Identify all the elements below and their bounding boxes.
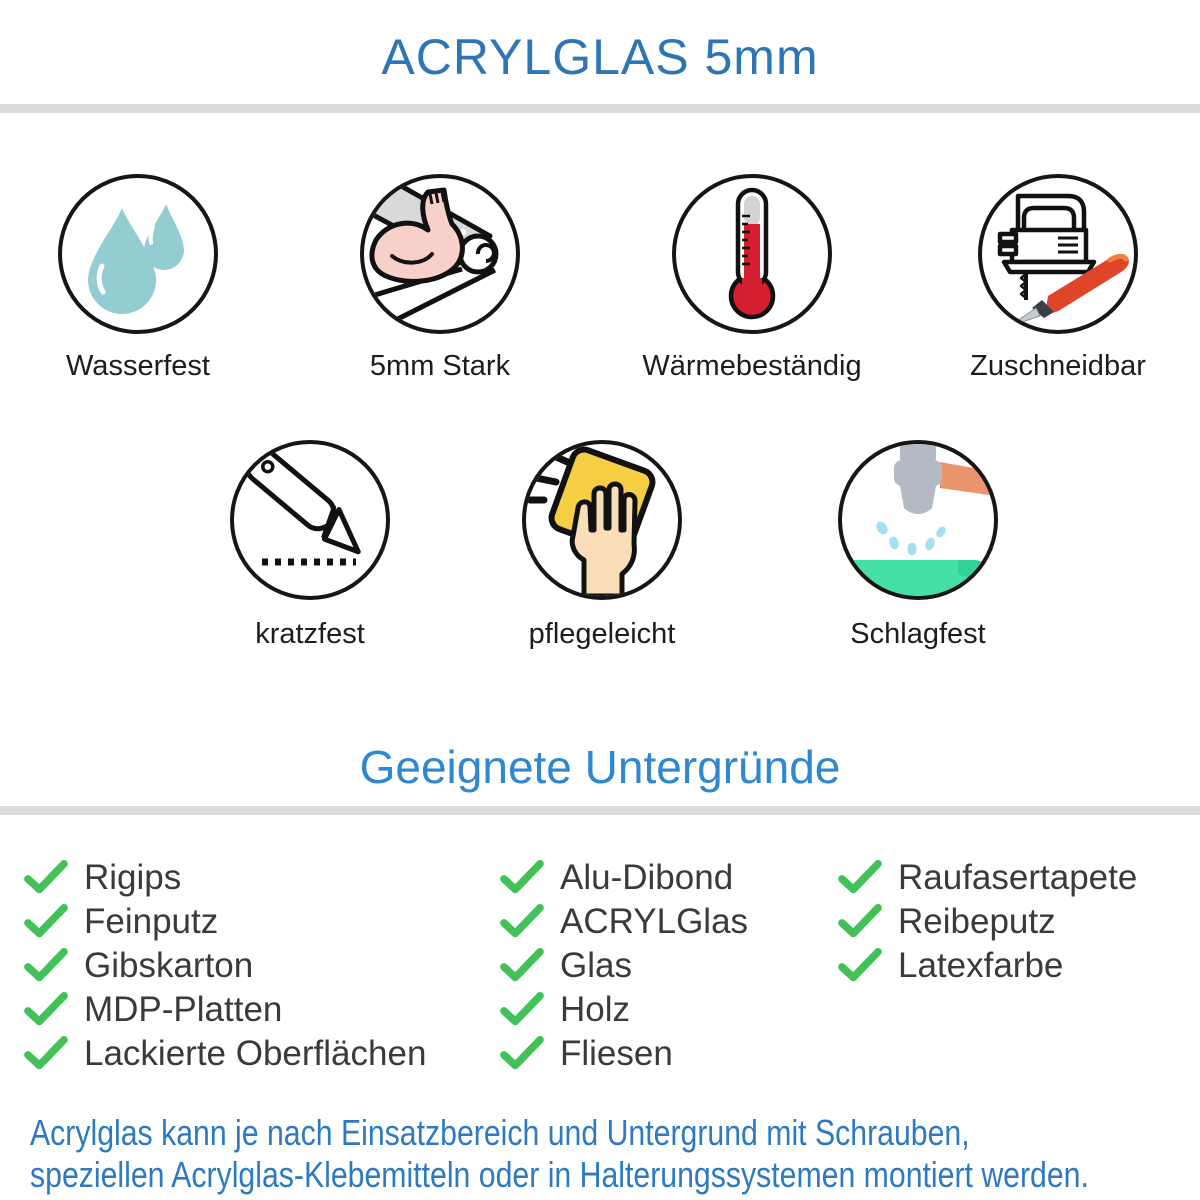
surfaces-column-2	[500, 856, 748, 1076]
list-item	[24, 856, 426, 900]
feature-label-kratzfest: kratzfest	[255, 618, 365, 650]
surface-label: Gibskarton	[84, 946, 254, 985]
surface-label: Holz	[560, 990, 631, 1029]
waterproof-feature-circle	[58, 174, 218, 334]
feature-label-pflegeleicht: pflegeleicht	[528, 618, 676, 650]
mounting-note-line2: speziellen Acrylglas-Klebemitteln oder in Halterungssystemen montiert werden.	[30, 1154, 1089, 1195]
check-icon	[24, 947, 68, 985]
check-icon	[500, 991, 544, 1029]
check-icon	[24, 903, 68, 941]
check-icon	[24, 859, 68, 897]
section-title-untergruende: Geeignete Untergründe	[359, 741, 841, 793]
list-item	[838, 856, 1137, 900]
check-icon	[500, 947, 544, 985]
feature-label-wasserfest: Wasserfest	[66, 350, 210, 382]
surface-label: Rigips	[84, 858, 182, 897]
divider-bottom	[0, 806, 1200, 815]
page-title: ACRYLGLAS 5mm	[381, 29, 819, 85]
list-item	[500, 900, 748, 944]
impact-proof-feature-circle	[838, 440, 998, 600]
thickness-feature-circle	[360, 174, 520, 334]
list-item	[24, 988, 426, 1032]
surface-label: Latexfarbe	[898, 946, 1064, 985]
feature-label-waermebestaendig: Wärmebeständig	[642, 350, 862, 382]
surface-label: ACRYLGlas	[560, 902, 749, 941]
check-icon	[500, 859, 544, 897]
list-item	[838, 900, 1137, 944]
list-item	[24, 1032, 426, 1076]
check-icon	[838, 947, 882, 985]
list-item	[24, 944, 426, 988]
surface-label: Glas	[560, 946, 632, 985]
surface-label: Fliesen	[560, 1034, 673, 1073]
feature-label-schlagfest: Schlagfest	[850, 618, 986, 650]
feature-label-5mm-stark: 5mm Stark	[369, 350, 511, 382]
surface-label: Raufasertapete	[898, 858, 1138, 897]
check-icon	[24, 991, 68, 1029]
mounting-note-line1: Acrylglas kann je nach Einsatzbereich und Untergrund mit Schrauben,	[30, 1112, 970, 1153]
list-item	[500, 1032, 748, 1076]
check-icon	[500, 903, 544, 941]
surface-label: Feinputz	[84, 902, 219, 941]
scratch-proof-feature-circle	[230, 440, 390, 600]
surface-label: MDP-Platten	[84, 990, 283, 1029]
mounting-note	[30, 1112, 1089, 1196]
surface-label: Reibeputz	[898, 902, 1056, 941]
check-icon	[838, 859, 882, 897]
check-icon	[838, 903, 882, 941]
easy-care-feature-circle	[522, 440, 682, 600]
cut-to-size-feature-circle	[978, 174, 1138, 334]
surface-label: Lackierte Oberflächen	[84, 1034, 427, 1073]
heat-resistant-feature-circle	[672, 174, 832, 334]
list-item	[500, 944, 748, 988]
surface-label: Alu-Dibond	[560, 858, 734, 897]
feature-label-zuschneidbar: Zuschneidbar	[970, 350, 1146, 382]
check-icon	[24, 1035, 68, 1073]
list-item	[500, 988, 748, 1032]
list-item	[24, 900, 426, 944]
list-item	[500, 856, 748, 900]
surfaces-column-3	[838, 856, 1137, 988]
divider-top	[0, 104, 1200, 113]
check-icon	[500, 1035, 544, 1073]
surfaces-column-1	[24, 856, 426, 1076]
list-item	[838, 944, 1137, 988]
